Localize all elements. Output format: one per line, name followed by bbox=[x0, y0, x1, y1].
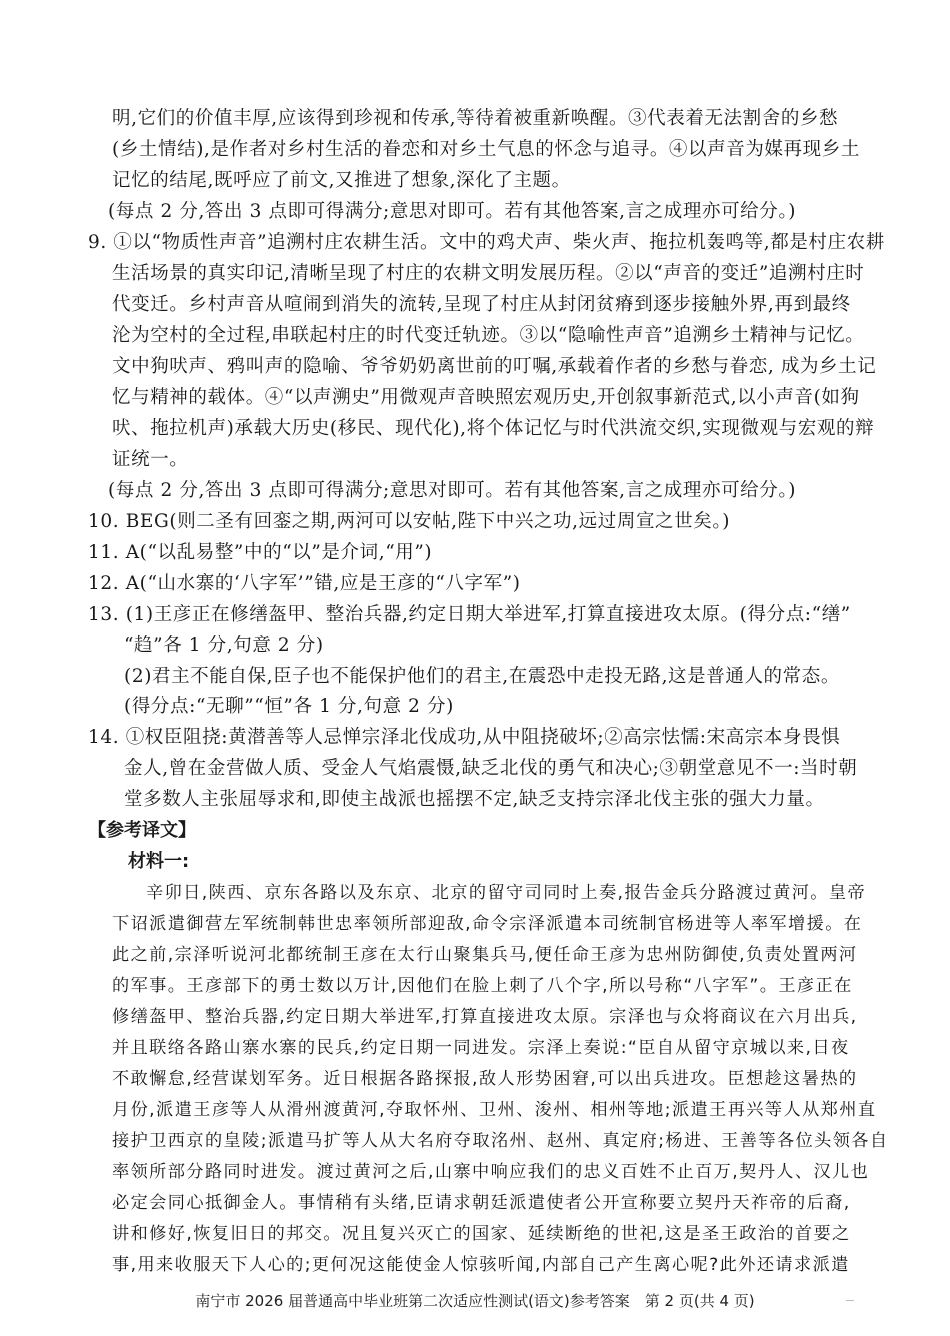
page-footer: 南宁市 2026 届普通高中毕业班第二次适应性测试(语文)参考答案 第 2 页(共 4 页) bbox=[195, 1292, 755, 1310]
answer-13-line-4: (得分点:“无聊”“恒”各 1 分,句意 2 分) bbox=[124, 696, 454, 717]
answer-10: 10. BEG(则二圣有回銮之期,两河可以安帖,陛下中兴之功,远过周宣之世矣。) bbox=[88, 511, 731, 532]
translation-line: 讲和修好,恢复旧日的邦交。况且复兴灭亡的国家、延续断绝的世祀,这是圣王政治的首要之 bbox=[112, 1224, 851, 1244]
answer-9-line-1: 9. ①以“物质性声音”追溯村庄农耕生活。文中的鸡犬声、柴火声、拖拉机轰鸣等,都是村庄农耕 bbox=[88, 232, 885, 253]
translation-line: 率领所部分路同时进发。渡过黄河之后,山寨中响应我们的忠义百姓不止百万,契丹人、汉儿也 bbox=[112, 1162, 870, 1182]
answer-9-line-3: 代变迁。乡村声音从喧闹到消失的流转,呈现了村庄从封闭贫瘠到逐步接触外界,再到最终 bbox=[112, 294, 851, 315]
translation-line: 此之前,宗泽听说河北都统制王彦在太行山聚集兵马,便任命王彦为忠州防御使,负责处置两河 bbox=[112, 945, 858, 965]
answer-9-line-6: 忆与精神的载体。④“以声溯史”用微观声音映照宏观历史,开创叙事新范式,以小声音(如狗 bbox=[112, 387, 860, 408]
answer-8-line-3: 记忆的结尾,既呼应了前文,又推进了想象,深化了主题。 bbox=[112, 170, 571, 191]
material-one-label: 材料一: bbox=[128, 851, 190, 872]
answer-9-line-8: 证统一。 bbox=[112, 449, 189, 470]
translation-line: 辛卯日,陕西、京东各路以及东京、北京的留守司同时上奏,报告金兵分路渡过黄河。皇帝 bbox=[146, 883, 867, 903]
translation-line: 下诏派遣御营左军统制韩世忠率领所部迎敌,命令宗泽派遣本司统制官杨进等人率军增援。在 bbox=[112, 914, 863, 934]
answer-9-line-4: 沦为空村的全过程,串联起村庄的时代变迁轨迹。③以“隐喻性声音”追溯乡土精神与记忆。 bbox=[112, 325, 865, 346]
translation-line: 必定会同心抵御金人。事情稍有头绪,臣请求朝廷派遣使者公开宣称要立契丹天祚帝的后裔, bbox=[112, 1193, 851, 1213]
answer-13-line-1: 13. (1)王彦正在修缮盔甲、整治兵器,约定日期大举进军,打算直接进攻太原。(得分点:“缮” bbox=[88, 604, 851, 625]
translation-line: 并且联络各路山寨水寨的民兵,约定日期一同进发。宗泽上奏说:“臣自从留守京城以来,日夜 bbox=[112, 1038, 850, 1058]
answer-8-line-2: (乡土情结),是作者对乡村生活的眷恋和对乡土气息的怀念与追寻。④以声音为媒再现乡土 bbox=[112, 139, 860, 160]
answer-9-line-2: 生活场景的真实印记,清晰呈现了村庄的农耕文明发展历程。②以“声音的变迁”追溯村庄时 bbox=[112, 263, 865, 284]
translation-line: 月份,派遣王彦等人从滑州渡黄河,夺取怀州、卫州、浚州、相州等地;派遣王再兴等人从郑州直 bbox=[112, 1100, 877, 1120]
translation-line: 事,用来收服天下人心的;更何况这能使金人惊骇听闻,内部自己产生离心呢?此外还请求派遣 bbox=[112, 1255, 850, 1275]
answer-13-line-2: “趋”各 1 分,句意 2 分) bbox=[124, 635, 324, 656]
section-heading-translation: 【参考译文】 bbox=[88, 820, 196, 841]
translation-line: 接护卫西京的皇陵;派遣马扩等人从大名府夺取洺州、赵州、真定府;杨进、王善等各位头领各自 bbox=[112, 1131, 889, 1151]
answer-13-line-3: (2)君主不能自保,臣子也不能保护他们的君主,在震恐中走投无路,这是普通人的常态。 bbox=[124, 666, 840, 687]
answer-9-line-7: 吠、拖拉机声)承载大历史(移民、现代化),将个体记忆与时代洪流交织,实现微观与宏观的辩 bbox=[112, 418, 875, 439]
answer-9-scoring: (每点 2 分,答出 3 点即可得满分;意思对即可。若有其他答案,言之成理亦可给分。) bbox=[108, 480, 797, 501]
translation-line: 修缮盔甲、整治兵器,约定日期大举进军,打算直接进攻太原。宗泽也与众将商议在六月出兵, bbox=[112, 1007, 858, 1027]
translation-line: 的军事。王彦部下的勇士数以万计,因他们在脸上刺了八个字,所以号称“八字军”。王彦正在 bbox=[112, 976, 853, 996]
answer-14-line-2: 金人,曾在金营做人质、受金人气焰震慑,缺乏北伐的勇气和决心;③朝堂意见不一:当时朝 bbox=[124, 758, 858, 779]
answer-9-line-5: 文中狗吠声、鸦叫声的隐喻、爷爷奶奶离世前的叮嘱,承载着作者的乡愁与眷恋, 成为乡土记 bbox=[112, 356, 877, 377]
answer-12: 12. A(“山水寨的‘八字军’”错,应是王彦的“八字军”) bbox=[88, 573, 521, 594]
answer-14-line-3: 堂多数人主张屈辱求和,即使主战派也摇摆不定,缺乏支持宗泽北伐主张的强大力量。 bbox=[124, 789, 825, 810]
answer-14-line-1: 14. ①权臣阻挠:黄潜善等人忌惮宗泽北伐成功,从中阻挠破坏;②高宗怯懦:宋高宗本身畏惧 bbox=[88, 727, 841, 748]
translation-line: 不敢懈怠,经营谋划军务。近日根据各路探报,敌人形势困窘,可以出兵进攻。臣想趁这暑热的 bbox=[112, 1069, 858, 1089]
scan-mark bbox=[846, 1300, 854, 1301]
answer-8-line-1: 明,它们的价值丰厚,应该得到珍视和传承,等待着被重新唤醒。③代表着无法割舍的乡愁 bbox=[112, 108, 839, 129]
answer-11: 11. A(“以乱易整”中的“以”是介词,“用”) bbox=[88, 542, 433, 563]
answer-8-scoring: (每点 2 分,答出 3 点即可得满分;意思对即可。若有其他答案,言之成理亦可给分。) bbox=[108, 201, 797, 222]
